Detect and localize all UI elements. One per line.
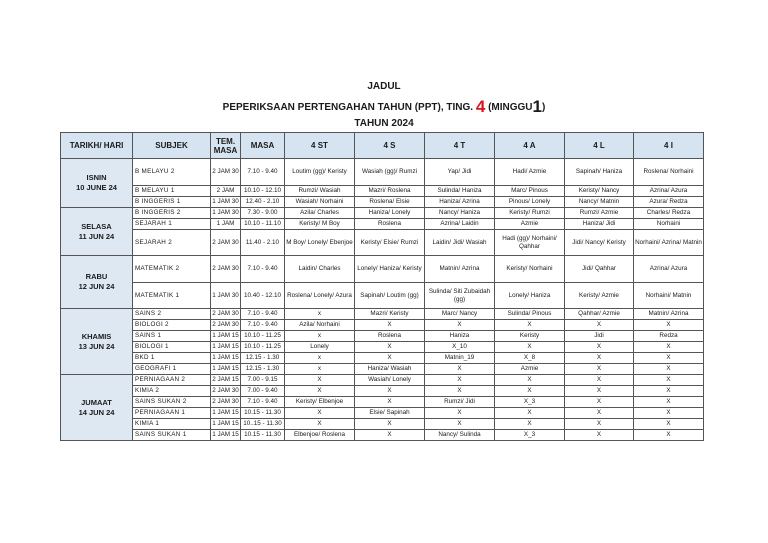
time-cell: 10.10 - 11.25 [241,331,285,342]
duration-cell: 2 JAM 30 [211,230,241,256]
invigilator-cell: X [634,342,704,353]
invigilator-cell: X [425,408,495,419]
table-row [61,342,704,353]
subject-cell: SEJARAH 2 [133,230,211,256]
column-header: TEM. MASA [211,133,241,159]
table-row [61,320,704,331]
table-row [61,159,704,186]
time-cell: 7.10 - 9.40 [241,320,285,331]
day-cell [61,159,133,208]
invigilator-cell: X [565,408,634,419]
table-row [61,353,704,364]
invigilator-cell: X [634,364,704,375]
time-cell: 7.00 - 9.40 [241,386,285,397]
duration-cell: 1 JAM 30 [211,283,241,309]
invigilator-cell: X [425,375,495,386]
column-header: 4 A [495,133,565,159]
invigilator-cell: X_3 [495,430,565,441]
table-row [61,283,704,309]
invigilator-cell: X [565,364,634,375]
invigilator-cell: Marc/ Pinous [495,186,565,197]
invigilator-cell: Lonely/ Haniza [495,283,565,309]
invigilator-cell: Haniza/ Azrina [425,197,495,208]
invigilator-cell: X [634,419,704,430]
invigilator-cell: X [495,419,565,430]
invigilator-cell: Keristy [495,331,565,342]
invigilator-cell: X [565,419,634,430]
day-name: JUMAAT [81,397,112,407]
invigilator-cell: X [495,386,565,397]
subject-cell: SAINS SUKAN 2 [133,397,211,408]
column-header: 4 S [355,133,425,159]
table-row [61,397,704,408]
duration-cell: 1 JAM 30 [211,208,241,219]
invigilator-cell: Azura/ Redza [634,197,704,208]
invigilator-cell: Norhaini/ Matnin [634,283,704,309]
invigilator-cell: Laidin/ Jidi/ Wasiah [425,230,495,256]
invigilator-cell: X [355,419,425,430]
invigilator-cell: Jidi/ Nancy/ Keristy [565,230,634,256]
column-header: 4 ST [285,133,355,159]
duration-cell: 2 JAM 30 [211,386,241,397]
subject-cell: B MELAYU 1 [133,186,211,197]
table-row [61,430,704,441]
day-name: ISNIN [86,173,107,182]
day-name: KHAMIS [81,331,112,341]
column-header: SUBJEK [133,133,211,159]
time-cell: 10.10 - 11.10 [241,219,285,230]
invigilator-cell: Azrina/ Azura [634,256,704,283]
invigilator-cell: Azmie [495,219,565,230]
column-header: 4 T [425,133,495,159]
invigilator-cell: Nancy/ Matnin [565,197,634,208]
invigilator-cell: Lonely/ Haniza/ Keristy [355,256,425,283]
invigilator-cell: Keristy/ Elsie/ Rumzi [355,230,425,256]
invigilator-cell: Wasiah (gg)/ Rumzi [355,159,425,186]
day-date: 10 JUNE 24 [76,183,117,192]
duration-cell: 1 JAM 30 [211,197,241,208]
invigilator-cell: X [355,386,425,397]
time-cell: 7.10 - 9.40 [241,309,285,320]
invigilator-cell: X [285,375,355,386]
invigilator-cell: Azrina/ Laidin [425,219,495,230]
column-header: 4 L [565,133,634,159]
invigilator-cell: Norhaini/ Azrina/ Matnin [634,230,704,256]
time-cell: 7.30 - 9.00 [241,208,285,219]
invigilator-cell: Azila/ Charles [285,208,355,219]
time-cell: 10.10 - 11.25 [241,342,285,353]
duration-cell: 2 JAM 30 [211,397,241,408]
invigilator-cell: X [285,419,355,430]
invigilator-cell: Mazri/ Roslena [355,186,425,197]
invigilator-cell: X [285,408,355,419]
time-cell: 10.15 - 11.30 [241,430,285,441]
invigilator-cell: Roslena/ Lonely/ Azura [285,283,355,309]
invigilator-cell: Charles/ Redza [634,208,704,219]
subject-cell: SAINS 1 [133,331,211,342]
duration-cell: 1 JAM [211,219,241,230]
table-row [61,208,704,219]
subtitle-mid: (MINGGU [488,102,533,113]
duration-cell: 2 JAM 15 [211,375,241,386]
invigilator-cell: Jidi/ Qahhar [565,256,634,283]
duration-cell: 1 JAM 15 [211,419,241,430]
invigilator-cell: x [285,331,355,342]
invigilator-cell: Haniza/ Wasiah [355,364,425,375]
invigilator-cell: Matnin/ Azrina [634,309,704,320]
time-cell: 12.15 - 1.30 [241,353,285,364]
table-row [61,331,704,342]
invigilator-cell: Wasiah/ Norhaini [285,197,355,208]
subject-cell: MATEMATIK 1 [133,283,211,309]
table-row [61,408,704,419]
duration-cell: 1 JAM 15 [211,331,241,342]
column-header: MASA [241,133,285,159]
duration-cell: 1 JAM 15 [211,353,241,364]
table-row [61,375,704,386]
invigilator-cell: Sulinda/ Siti Zubaidah (gg) [425,283,495,309]
invigilator-cell: Rumzi/ Azmie [565,208,634,219]
table-row [61,186,704,197]
invigilator-cell: Sulinda/ Pinous [495,309,565,320]
invigilator-cell: X [425,419,495,430]
invigilator-cell: X [425,364,495,375]
subject-cell: BIOLOGI 2 [133,320,211,331]
subject-cell: SAINS 2 [133,309,211,320]
day-name: RABU [85,272,108,281]
invigilator-cell: X [355,342,425,353]
time-cell: 10.10 - 12.10 [241,186,285,197]
table-row [61,386,704,397]
day-date: 13 JUN 24 [78,341,115,351]
invigilator-cell: Sulinda/ Haniza [425,186,495,197]
invigilator-cell: Keristy/ Norhaini [495,256,565,283]
invigilator-cell: Lonely [285,342,355,353]
document-title: JADUL [367,81,401,92]
invigilator-cell: X [565,320,634,331]
day-date: 12 JUN 24 [78,282,115,291]
duration-cell: 1 JAM 15 [211,408,241,419]
time-cell: 12.15 - 1.30 [241,364,285,375]
invigilator-cell: Keristy/ Azmie [565,283,634,309]
invigilator-cell: Rumzi/ Wasiah [285,186,355,197]
invigilator-cell: X [355,397,425,408]
subtitle-prefix: PEPERIKSAAN PERTENGAHAN TAHUN (PPT), TING. [222,102,474,113]
invigilator-cell: X [634,353,704,364]
invigilator-cell: Redza [634,331,704,342]
exam-schedule-table [60,132,704,441]
invigilator-cell: X_3 [495,397,565,408]
invigilator-cell: Matnin/ Azrina [425,256,495,283]
invigilator-cell: Nancy/ Sulinda [425,430,495,441]
subject-cell: PERNIAGAAN 2 [133,375,211,386]
table-row [61,419,704,430]
table-row [61,256,704,283]
day-cell [61,256,133,309]
invigilator-cell: X [355,353,425,364]
time-cell: 7.10 - 9.40 [241,159,285,186]
invigilator-cell: Yap/ Jidi [425,159,495,186]
invigilator-cell: Mazri/ Keristy [355,309,425,320]
day-name: SELASA [81,221,112,231]
header-row [61,133,704,159]
time-cell: 7.10 - 9.40 [241,256,285,283]
invigilator-cell: X [634,430,704,441]
day-cell [61,208,133,256]
document-year: TAHUN 2024 [354,118,414,129]
schedule-body [61,159,704,441]
invigilator-cell: Qahhar/ Azmie [565,309,634,320]
invigilator-cell: Norhaini [634,219,704,230]
subject-cell: BKD 1 [133,353,211,364]
invigilator-cell: Roslena/ Norhaini [634,159,704,186]
invigilator-cell: Nancy/ Haniza [425,208,495,219]
subject-cell: KIMIA 1 [133,419,211,430]
column-header: TARIKH/ HARI [61,133,133,159]
time-cell: 11.40 - 2.10 [241,230,285,256]
time-cell: 10..15 - 11.30 [241,419,285,430]
duration-cell: 1 JAM 15 [211,342,241,353]
invigilator-cell: Roslena/ Elsie [355,197,425,208]
invigilator-cell: Hadi/ Azmie [495,159,565,186]
table-row [61,219,704,230]
invigilator-cell: X [495,320,565,331]
duration-cell: 1 JAM 15 [211,430,241,441]
invigilator-cell: X [495,375,565,386]
duration-cell: 2 JAM [211,186,241,197]
invigilator-cell: X [425,386,495,397]
invigilator-cell: Rumzi/ Jidi [425,397,495,408]
time-cell: 10.15 - 11.30 [241,408,285,419]
invigilator-cell: Haniza [425,331,495,342]
invigilator-cell: Haniza/ Lonely [355,208,425,219]
invigilator-cell: X [565,342,634,353]
duration-cell: 2 JAM 30 [211,320,241,331]
invigilator-cell: x [285,309,355,320]
duration-cell: 2 JAM 30 [211,309,241,320]
subject-cell: B INGGERIS 2 [133,208,211,219]
subject-cell: SAINS SUKAN 1 [133,430,211,441]
invigilator-cell: X_8 [495,353,565,364]
invigilator-cell: X [565,353,634,364]
invigilator-cell: X [565,430,634,441]
invigilator-cell: x [285,364,355,375]
subject-cell: PERNIAGAAN 1 [133,408,211,419]
subject-cell: KIMIA 2 [133,386,211,397]
invigilator-cell: Pinous/ Lonely [495,197,565,208]
table-row [61,230,704,256]
invigilator-cell: Azmie [495,364,565,375]
duration-cell: 2 JAM 30 [211,159,241,186]
invigilator-cell: X [634,375,704,386]
subject-cell: BIOLOGI 1 [133,342,211,353]
invigilator-cell: X [634,408,704,419]
invigilator-cell: Wasiah/ Lonely [355,375,425,386]
column-header: 4 I [634,133,704,159]
invigilator-cell: X [565,386,634,397]
invigilator-cell: Roslena [355,219,425,230]
invigilator-cell: X [634,397,704,408]
day-date: 14 JUN 24 [78,407,115,417]
invigilator-cell: Keristy/ Nancy [565,186,634,197]
duration-cell: 1 JAM 15 [211,364,241,375]
day-date: 11 JUN 24 [78,231,115,241]
day-cell [61,309,133,375]
subject-cell: SEJARAH 1 [133,219,211,230]
time-cell: 10.40 - 12.10 [241,283,285,309]
document-subtitle [0,97,768,117]
invigilator-cell: Elbenjoe/ Roslena [285,430,355,441]
table-row [61,197,704,208]
invigilator-cell: Jidi [565,331,634,342]
invigilator-cell: Keristy/ M Boy [285,219,355,230]
invigilator-cell: Sapinah/ Haniza [565,159,634,186]
invigilator-cell: X [565,375,634,386]
subtitle-suffix: ) [542,102,546,113]
invigilator-cell: Marc/ Nancy [425,309,495,320]
time-cell: 7.10 - 9.40 [241,397,285,408]
subject-cell: GEOGRAFI 1 [133,364,211,375]
invigilator-cell: x [285,353,355,364]
duration-cell: 2 JAM 30 [211,256,241,283]
invigilator-cell: Matnin_19 [425,353,495,364]
week-number: 1 [532,97,542,116]
invigilator-cell: Sapinah/ Loutim (gg) [355,283,425,309]
invigilator-cell: X [355,320,425,331]
subject-cell: B INGGERIS 1 [133,197,211,208]
invigilator-cell: X [495,408,565,419]
subject-cell: B MELAYU 2 [133,159,211,186]
time-cell: 12.40 - 2.10 [241,197,285,208]
invigilator-cell: Elsie/ Sapinah [355,408,425,419]
invigilator-cell: Azila/ Norhaini [285,320,355,331]
invigilator-cell: Loutim (gg)/ Keristy [285,159,355,186]
invigilator-cell: Azrina/ Azura [634,186,704,197]
form-number: 4 [475,97,486,116]
day-cell [61,375,133,441]
table-row [61,309,704,320]
invigilator-cell: X [495,342,565,353]
invigilator-cell: X [425,320,495,331]
invigilator-cell: Laidin/ Charles [285,256,355,283]
invigilator-cell: X [285,386,355,397]
invigilator-cell: X [634,386,704,397]
invigilator-cell: Roslena [355,331,425,342]
invigilator-cell: Keristy/ Rumzi [495,208,565,219]
invigilator-cell: Haniza/ Jidi [565,219,634,230]
invigilator-cell: Hadi (gg)/ Norhaini/ Qahhar [495,230,565,256]
invigilator-cell: M Boy/ Lonely/ Ebenjoe [285,230,355,256]
invigilator-cell: X_10 [425,342,495,353]
invigilator-cell: Keristy/ Elbenjoe [285,397,355,408]
invigilator-cell: X [355,430,425,441]
invigilator-cell: X [634,320,704,331]
time-cell: 7.00 - 9.15 [241,375,285,386]
invigilator-cell: X [565,397,634,408]
table-row [61,364,704,375]
subject-cell: MATEMATIK 2 [133,256,211,283]
